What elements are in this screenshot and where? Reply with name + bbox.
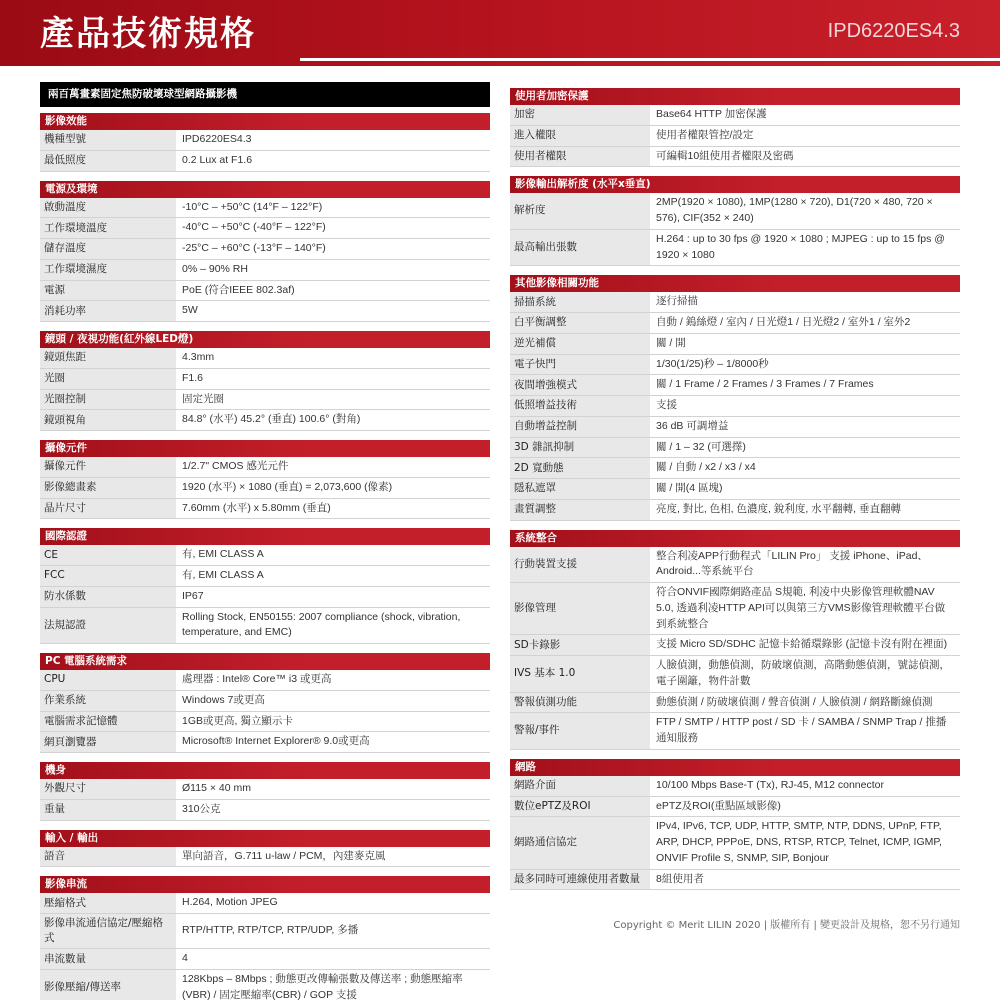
right-spec-sections [510, 88, 960, 890]
spec-value: 84.8° (水平) 45.2° (垂直) 100.6° (對角) [182, 413, 361, 426]
spec-value: 4 [182, 952, 188, 965]
spec-row [40, 198, 490, 219]
spec-row [40, 239, 490, 260]
spec-section [40, 440, 490, 519]
spec-label: CPU [40, 670, 176, 690]
spec-value: 4.3mm [182, 351, 215, 363]
spec-label: 作業系統 [40, 691, 176, 711]
spec-row [40, 478, 490, 499]
spec-row [40, 281, 490, 302]
spec-row [40, 390, 490, 411]
spec-row [40, 260, 490, 281]
spec-label: 低照增益技術 [510, 396, 650, 416]
spec-value: 亮度, 對比, 色相, 色濃度, 銳利度, 水平翻轉, 垂直翻轉 [656, 502, 902, 515]
spec-row [40, 151, 490, 172]
spec-label: 3D 雜訊抑制 [510, 438, 650, 458]
spec-label: 外觀尺寸 [40, 779, 176, 799]
spec-label: 影像管理 [510, 583, 650, 634]
spec-row [510, 375, 960, 396]
spec-row [40, 499, 490, 520]
spec-label: 啟動溫度 [40, 198, 176, 218]
spec-value: Microsoft® Internet Explorer® 9.0或更高 [182, 735, 370, 748]
spec-row [40, 566, 490, 587]
spec-label: FCC [40, 566, 176, 586]
spec-row [510, 147, 960, 168]
section-heading: 攝像元件 [40, 440, 490, 457]
spec-value: Rolling Stock, EN50155: 2007 compliance (shock, vibration, temperature, and EMC) [182, 610, 461, 639]
spec-value: 可編輯10組使用者權限及密碼 [656, 149, 794, 162]
spec-value: IPv4, IPv6, TCP, UDP, HTTP, SMTP, NTP, DDNS, UPnP, FTP, ARP, DHCP, PPPoE, DNS, RTSP, RTCP, Telnet, ICMP, IGMP, ONVIF Profile S, SNMP, SIP, Bonjour [656, 820, 942, 864]
spec-label: 使用者權限 [510, 147, 650, 167]
spec-row [40, 893, 490, 914]
spec-row [510, 126, 960, 147]
spec-row [510, 776, 960, 797]
section-heading: 國際認證 [40, 528, 490, 545]
spec-label: 影像串流通信協定/壓縮格式 [40, 914, 176, 948]
spec-row [40, 545, 490, 566]
spec-section [510, 530, 960, 750]
spec-value: 8組使用者 [656, 872, 704, 885]
spec-row [510, 334, 960, 355]
spec-section [510, 88, 960, 167]
left-column [40, 82, 490, 1000]
spec-row [40, 670, 490, 691]
spec-label: 儲存溫度 [40, 239, 176, 259]
spec-row [510, 193, 960, 230]
spec-label: 消耗功率 [40, 301, 176, 321]
spec-value: 自動 / 鎢絲燈 / 室內 / 日光燈1 / 日光燈2 / 室外1 / 室外2 [656, 316, 911, 328]
spec-label: 畫質調整 [510, 500, 650, 520]
spec-label: 攝像元件 [40, 457, 176, 477]
spec-row [40, 691, 490, 712]
spec-value: 使用者權限管控/設定 [656, 128, 754, 141]
spec-label: 電腦需求記憶體 [40, 712, 176, 732]
spec-value: FTP / SMTP / HTTP post / SD 卡 / SAMBA / SNMP Trap / 推播通知服務 [656, 716, 947, 744]
spec-label: 鏡頭視角 [40, 410, 176, 430]
spec-label: 機種型號 [40, 130, 176, 150]
spec-row [510, 230, 960, 267]
spec-label: 自動增益控制 [510, 417, 650, 437]
spec-value: 人臉偵測，動態偵測，防破壞偵測，高階動態偵測，號誌偵測，電子圍籬，物件計數 [656, 659, 950, 687]
right-column [510, 82, 960, 890]
spec-row [40, 457, 490, 478]
spec-value: 5W [182, 304, 198, 317]
spec-label: 鏡頭焦距 [40, 348, 176, 368]
section-heading: 電源及環境 [40, 181, 490, 198]
spec-value: 整合利凌APP行動程式「LILIN Pro」 支援 iPhone、iPad、Android...等系統平台 [656, 549, 928, 578]
spec-row [40, 587, 490, 608]
section-heading: 影像輸出解析度 (水平x垂直) [510, 176, 960, 193]
section-heading: 影像串流 [40, 876, 490, 893]
spec-value: 關 / 自動 / x2 / x3 / x4 [656, 461, 756, 474]
spec-row [40, 608, 490, 645]
spec-value: 支援 [656, 399, 677, 411]
spec-row [40, 301, 490, 322]
spec-label: 數位ePTZ及ROI [510, 797, 650, 817]
spec-value: IP67 [182, 589, 204, 602]
spec-value: 固定光圈 [182, 392, 224, 405]
spec-row [510, 417, 960, 438]
spec-value: ePTZ及ROI(重點區域影像) [656, 799, 781, 812]
spec-row [40, 970, 490, 1000]
spec-row [40, 712, 490, 733]
spec-label: 語音 [40, 847, 176, 867]
spec-row [510, 635, 960, 656]
spec-section [40, 181, 490, 323]
spec-label: 加密 [510, 105, 650, 125]
spec-section [40, 331, 490, 431]
left-spec-sections [40, 113, 490, 1000]
spec-label: 壓縮格式 [40, 893, 176, 913]
spec-row [510, 105, 960, 126]
section-heading: 影像效能 [40, 113, 490, 130]
spec-label: 網路通信協定 [510, 817, 650, 868]
spec-row [510, 713, 960, 750]
spec-label: 白平衡調整 [510, 313, 650, 333]
spec-label: 重量 [40, 800, 176, 820]
spec-value: 處理器 : Intel® Core™ i3 或更高 [182, 673, 332, 685]
spec-value: PoE (符合IEEE 802.3af) [182, 283, 295, 296]
spec-label: 行動裝置支援 [510, 547, 650, 583]
spec-value: -10°C – +50°C (14°F – 122°F) [182, 200, 323, 213]
spec-row [40, 847, 490, 868]
spec-row [510, 870, 960, 891]
spec-section [510, 759, 960, 891]
spec-label: IVS 基本 1.0 [510, 656, 650, 692]
spec-label: 警報/事件 [510, 713, 650, 749]
spec-row [510, 547, 960, 584]
spec-value: 符合ONVIF國際網路產品 S規範, 利凌中央影像管理軟體NAV 5.0, 透過利凌HTTP API可以與第三方VMS影像管理軟體平台做到系統整合 [656, 586, 946, 630]
spec-label: 網路介面 [510, 776, 650, 796]
spec-label: 逆光補償 [510, 334, 650, 354]
spec-value: 2MP(1920 × 1080), 1MP(1280 × 720), D1(720 × 480, 720 × 576), CIF(352 × 240) [656, 196, 933, 224]
section-heading: PC 電腦系統需求 [40, 653, 490, 670]
spec-label: SD卡錄影 [510, 635, 650, 655]
spec-label: 影像壓縮/傳送率 [40, 970, 176, 1000]
spec-value: F1.6 [182, 371, 204, 384]
spec-section [510, 176, 960, 266]
spec-value: 1GB或更高, 獨立顯示卡 [182, 714, 293, 727]
spec-row [510, 313, 960, 334]
spec-section [40, 762, 490, 821]
section-heading: 使用者加密保護 [510, 88, 960, 105]
spec-row [510, 583, 960, 635]
section-heading: 輸入 / 輸出 [40, 830, 490, 847]
spec-row [40, 779, 490, 800]
spec-label: 法規認證 [40, 608, 176, 644]
spec-label: 串流數量 [40, 949, 176, 969]
spec-value: -40°C – +50°C (-40°F – 122°F) [182, 221, 326, 234]
spec-row [40, 914, 490, 949]
spec-value: Base64 HTTP 加密保護 [656, 108, 767, 120]
spec-row [510, 817, 960, 869]
spec-label: 電源 [40, 281, 176, 301]
spec-value: Windows 7或更高 [182, 693, 265, 706]
spec-label: 光圈控制 [40, 390, 176, 410]
spec-row [510, 500, 960, 521]
spec-value: H.264 : up to 30 fps @ 1920 × 1080 ; MJPEG : up to 15 fps @ 1920 × 1080 [656, 232, 945, 261]
spec-row [510, 292, 960, 313]
spec-label: 晶片尺寸 [40, 499, 176, 519]
spec-value: 單向語音，G.711 u-law / PCM，內建麥克風 [182, 849, 386, 862]
spec-row [510, 656, 960, 693]
spec-label: 2D 寬動態 [510, 458, 650, 478]
spec-row [510, 479, 960, 500]
spec-label: 工作環境溫度 [40, 218, 176, 238]
spec-section [40, 876, 490, 1000]
spec-value: 0% – 90% RH [182, 262, 248, 275]
section-heading: 鏡頭 / 夜視功能(紅外線LED燈) [40, 331, 490, 348]
spec-row [510, 396, 960, 417]
spec-label: 光圈 [40, 369, 176, 389]
spec-value: 7.60mm (水平) x 5.80mm (垂直) [182, 501, 331, 514]
model-number: IPD6220ES4.3 [827, 20, 960, 42]
spec-label: 影像總畫素 [40, 478, 176, 498]
spec-value: 動態偵測 / 防破壞偵測 / 聲音偵測 / 人臉偵測 / 網路斷線偵測 [656, 695, 933, 708]
spec-label: 防水係數 [40, 587, 176, 607]
spec-label: 進入權限 [510, 126, 650, 146]
spec-label: 網頁瀏覽器 [40, 732, 176, 752]
spec-label: 解析度 [510, 193, 650, 229]
spec-value: 逐行掃描 [656, 295, 698, 308]
spec-row [40, 130, 490, 151]
spec-label: CE [40, 545, 176, 565]
spec-value: IPD6220ES4.3 [182, 133, 252, 145]
spec-row [510, 797, 960, 818]
spec-value: Ø115 × 40 mm [182, 782, 251, 794]
spec-label: 最低照度 [40, 151, 176, 171]
spec-label: 警報偵測功能 [510, 693, 650, 713]
spec-section [510, 275, 960, 520]
spec-value: 10/100 Mbps Base-T (Tx), RJ-45, M12 connector [656, 778, 884, 791]
spec-label: 掃描系統 [510, 292, 650, 312]
page-header [0, 0, 1000, 66]
spec-label: 隱私遮罩 [510, 479, 650, 499]
spec-value: H.264, Motion JPEG [182, 896, 278, 909]
section-heading: 其他影像相關功能 [510, 275, 960, 292]
spec-row [40, 732, 490, 753]
spec-row [510, 355, 960, 376]
spec-row [40, 218, 490, 239]
spec-value: 關 / 開(4 區塊) [656, 482, 723, 494]
spec-section [40, 113, 490, 172]
spec-value: 1920 (水平) × 1080 (垂直) = 2,073,600 (像素) [182, 480, 393, 493]
spec-label: 最高輸出張數 [510, 230, 650, 266]
spec-value: 關 / 開 [656, 336, 686, 349]
spec-value: 有, EMI CLASS A [182, 548, 264, 561]
spec-value: 有, EMI CLASS A [182, 569, 264, 581]
spec-value: -25°C – +60°C (-13°F – 140°F) [182, 242, 326, 254]
spec-row [40, 369, 490, 390]
spec-row [510, 438, 960, 459]
spec-value: 36 dB 可調增益 [656, 419, 729, 432]
spec-value: 關 / 1 – 32 (可選擇) [656, 440, 746, 453]
product-banner: 兩百萬畫素固定焦防破壞球型網路攝影機 [40, 82, 490, 107]
spec-value: 128Kbps – 8Mbps ; 動態更改傳輸張數及傳送率 ; 動態壓縮率(VBR) / 固定壓縮率(CBR) / GOP 支援 [182, 973, 463, 1000]
spec-value: 0.2 Lux at F1.6 [182, 153, 253, 166]
spec-value: 310公克 [182, 802, 221, 815]
spec-row [40, 348, 490, 369]
spec-value: 1/30(1/25)秒 – 1/8000秒 [656, 357, 769, 370]
spec-row [510, 693, 960, 714]
spec-section [40, 653, 490, 753]
spec-value: 1/2.7" CMOS 感光元件 [182, 460, 289, 472]
spec-label: 夜間增強模式 [510, 375, 650, 395]
spec-row [40, 800, 490, 821]
spec-row [40, 410, 490, 431]
spec-value: 關 / 1 Frame / 2 Frames / 3 Frames / 7 Frames [656, 378, 874, 391]
spec-row [510, 458, 960, 479]
header-stripe-decoration [300, 58, 1000, 61]
page-title: 產品技術規格 [40, 14, 256, 54]
spec-label: 工作環境濕度 [40, 260, 176, 280]
section-heading: 網路 [510, 759, 960, 776]
spec-value: RTP/HTTP, RTP/TCP, RTP/UDP, 多播 [182, 924, 359, 937]
spec-section [40, 528, 490, 644]
section-heading: 系統整合 [510, 530, 960, 547]
spec-label: 最多同時可連線使用者數量 [510, 870, 650, 890]
spec-label: 電子快門 [510, 355, 650, 375]
spec-section [40, 830, 490, 868]
section-heading: 機身 [40, 762, 490, 779]
spec-row [40, 949, 490, 970]
spec-value: 支援 Micro SD/SDHC 記憶卡給循環錄影 (記憶卡沒有附在裡面) [656, 638, 948, 651]
copyright-notice: Copyright © Merit LILIN 2020 | 版權所有 | 變更設計及規格，恕不另行通知 [613, 920, 960, 931]
